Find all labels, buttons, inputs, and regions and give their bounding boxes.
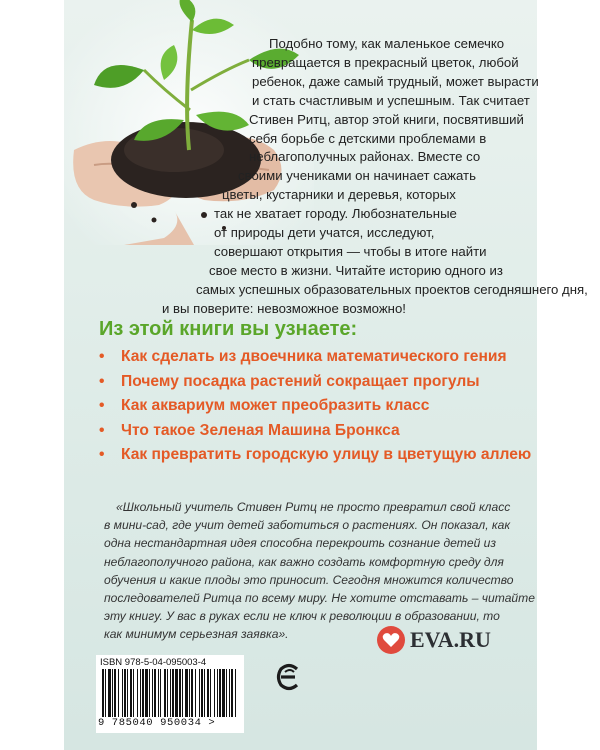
blurb-line: превращается в прекрасный цветок, любой <box>252 54 519 70</box>
quote-line: эту книгу. У вас в руках если не ключ к революции в образовании, то <box>104 609 500 624</box>
eksmo-logo-icon <box>276 662 302 692</box>
blurb-line: Подобно тому, как маленькое семечко <box>269 36 505 51</box>
blurb-text <box>162 35 588 319</box>
blurb-line: и стать счастливым и успешным. Так считает <box>252 92 530 108</box>
barcode-number: 9 785040 950034 > <box>98 717 216 729</box>
isbn-text: ISBN 978-5-04-095003-4 <box>100 657 207 668</box>
blurb-line: своими учениками он начинает сажать <box>238 168 476 184</box>
learn-item <box>99 443 531 468</box>
quote-line: обучения и какие плоды это приносит. Сегодня множится количество <box>104 572 514 587</box>
bullet-dot: • <box>99 397 105 415</box>
blurb-line: так не хватает городу. Любознательные <box>214 206 457 222</box>
learn-item <box>99 394 531 419</box>
blurb-line: себя борьбе с детскими проблемами в <box>249 130 487 146</box>
quote-line: в мини-сад, где учит детей заботиться о растениях. Он показал, как <box>104 518 511 533</box>
eva-label: EVA.RU <box>410 627 491 652</box>
quote-line: неблагополучного района, как важно создать комфортную среду для <box>104 554 504 569</box>
learn-item-text: Почему посадка растений сокращает прогулы <box>121 372 480 390</box>
learn-list <box>99 345 531 468</box>
blurb-line: Стивен Ритц, автор этой книги, посвятивший <box>249 111 524 127</box>
back-cover <box>64 0 588 750</box>
review-quote <box>104 498 535 644</box>
learn-item-text: Как аквариум может преобразить класс <box>121 397 430 415</box>
learn-heading: Из этой книги вы узнаете: <box>99 318 358 340</box>
bullet-dot: • <box>99 348 105 365</box>
learn-item <box>99 419 531 444</box>
blurb-line: и вы поверите: невозможное возможно! <box>162 300 406 316</box>
blurb-line: свое место в жизни. Читайте историю одного из <box>209 262 503 278</box>
blurb-line: совершают открытия — чтобы в итоге найти <box>214 243 487 259</box>
barcode-bars <box>100 669 240 717</box>
learn-item-text: Как превратить городскую улицу в цветущую аллею <box>121 446 532 464</box>
bullet-dot: • <box>99 372 105 390</box>
learn-item <box>99 370 531 395</box>
blurb-line: самых успешных образовательных проектов сегодняшнего дня, <box>196 281 588 297</box>
blurb-line: цветы, кустарники и деревья, которых <box>222 187 456 203</box>
barcode <box>96 655 244 733</box>
bullet-dot: • <box>99 446 105 464</box>
blurb-line: ребенок, даже самый трудный, может вырасти <box>252 73 539 89</box>
eva-heart-icon <box>376 625 406 655</box>
quote-line: одна нестандартная идея способна перекроить сознание детей из <box>104 536 497 551</box>
learn-item-text: Что такое Зеленая Машина Бронкса <box>121 421 400 439</box>
quote-line: «Школьный учитель Стивен Ритц не просто превратил свой класс <box>116 500 511 514</box>
blurb-line: неблагополучных районах. Вместе со <box>249 149 481 165</box>
quote-line: как минимум серьезная заявка». <box>104 627 289 642</box>
blurb-line: от природы дети учатся, исследуют, <box>214 225 435 241</box>
eva-logo <box>376 625 516 655</box>
learn-item <box>99 345 531 370</box>
bullet-dot: • <box>99 421 105 439</box>
quote-line: последователей Ритца по всему миру. Не хотите отставать – читайте <box>104 591 535 606</box>
learn-item-text: Как сделать из двоечника математического гения <box>121 348 507 365</box>
